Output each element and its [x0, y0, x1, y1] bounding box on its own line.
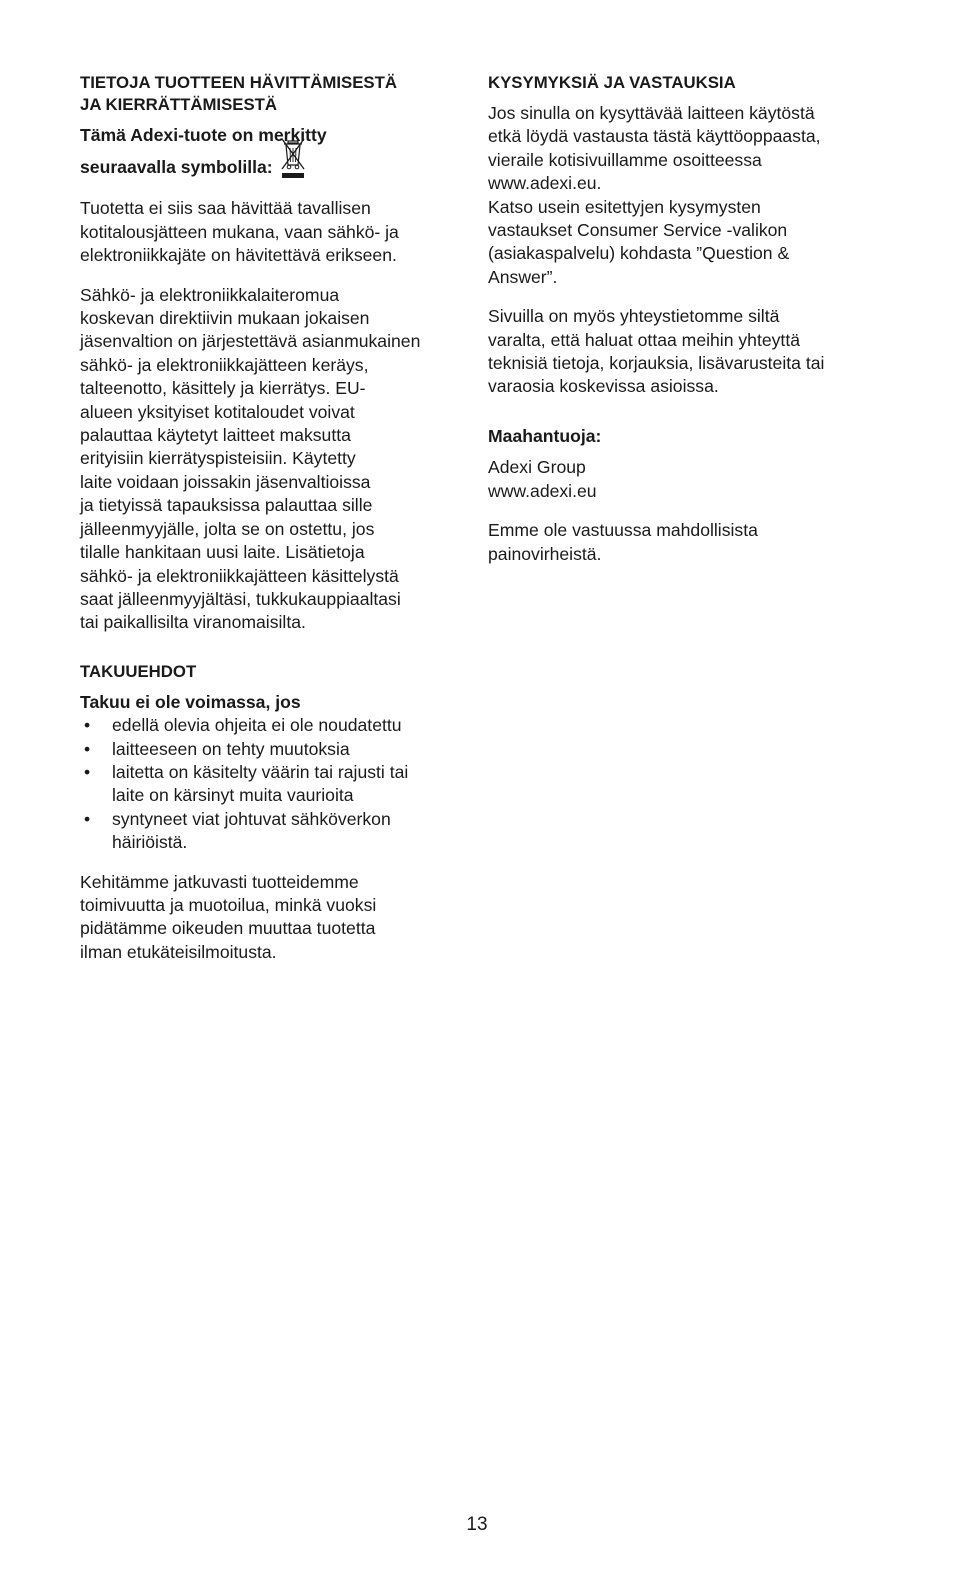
warranty-heading: TAKUUEHDOT [80, 661, 197, 681]
page-number: 13 [466, 1514, 488, 1535]
importer-company: Adexi Group [488, 457, 586, 478]
disclaimer-paragraph: Emme ole vastuussa mahdollisista painovirheistä. [488, 520, 758, 564]
bullet-icon: • [84, 761, 91, 782]
faq-paragraph-2: Sivuilla on myös yhteystietomme siltä varalta, että haluat ottaa meihin yhteyttä teknisiä tietoja, korjauksia, lisävarusteita tai varaosia koskevissa asioissa. [488, 306, 825, 397]
list-item: • syntyneet viat johtuvat sähköverkon häiriöistä. [84, 808, 391, 853]
right-column [488, 72, 878, 566]
warranty-subheading: Takuu ei ole voimassa, jos [80, 691, 301, 712]
warranty-paragraph: Kehitämme jatkuvasti tuotteidemme toimivuutta ja muotoilua, minkä vuoksi pidätämme oikeuden muuttaa tuotetta ilman etukäteisilmoitusta. [80, 871, 377, 962]
bullet-icon: • [84, 808, 91, 829]
disposal-paragraph-2: Sähkö- ja elektroniikkalaiteromua koskevan direktiivin mukaan jokaisen jäsenvaltion on järjestettävä asianmukainen sähkö- ja elektroniikkajätteen keräys, talteenotto, käsittely ja kierrätys. EU- alueen yksityiset kotitaloudet voivat palauttaa käytetyt laitteet maksutta erityisiin kierrätyspisteisiin. Käytetty laite voidaan joissakin jäsenvaltioissa ja tietyissä tapauksissa palauttaa sille jälleenmyyjälle, jolta se on ostettu, jos tilalle hankitaan uusi laite. Lisätietoja sähkö- ja elektroniikkajätteen käsittelystä saat jälleenmyyjältäsi, tukkukauppiaaltasi tai paikallisilta viranomaisilta. [80, 284, 421, 633]
importer-website: www.adexi.eu [488, 480, 597, 501]
faq-paragraph-1: Jos sinulla on kysyttävää laitteen käytöstä etkä löydä vastausta tästä käyttöoppaasta, vieraile kotisivuillamme osoitteessa www.adexi.eu. Katso usein esitettyjen kysymysten vastaukset Consumer Service -valikon (asiakaspalvelu) kohdasta ”Question & Answer”. [488, 103, 821, 287]
left-column [80, 72, 460, 964]
weee-crossed-bin-icon [279, 137, 307, 181]
warranty-conditions-list [80, 714, 460, 854]
disposal-heading: TIETOJA TUOTTEEN HÄVITTÄMISESTÄ JA KIERRÄTTÄMISESTÄ [80, 73, 397, 114]
list-item: • laitteeseen on tehty muutoksia [80, 738, 460, 761]
importer-details [488, 456, 878, 503]
list-item: • edellä olevia ohjeita ei ole noudatettu [80, 714, 460, 737]
importer-heading: Maahantuoja: [488, 425, 602, 446]
bullet-icon: • [84, 715, 91, 736]
symbol-intro-line: Tämä Adexi-tuote on merkitty [80, 125, 327, 145]
disposal-paragraph-1: Tuotetta ei siis saa hävittää tavallisen kotitalousjätteen mukana, vaan sähkö- ja elektroniikkajäte on hävitettävä erikseen. [80, 198, 399, 266]
faq-heading: KYSYMYKSIÄ JA VASTAUKSIA [488, 73, 736, 92]
bullet-icon: • [84, 738, 91, 759]
list-item: • laitetta on käsitelty väärin tai rajusti tai laite on kärsinyt muita vaurioita [84, 761, 409, 806]
symbol-intro-line-2: seuraavalla symbolilla: [80, 157, 273, 177]
